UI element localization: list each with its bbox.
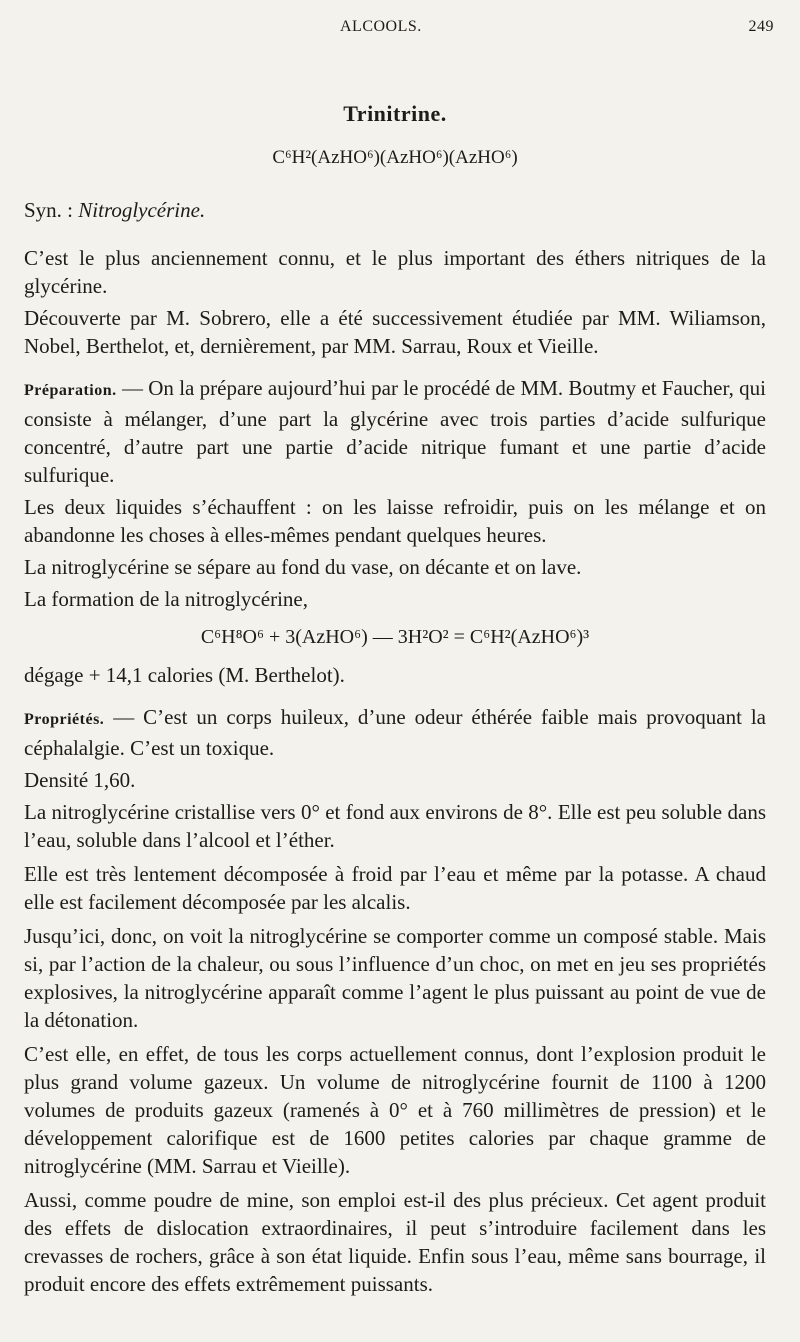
- paragraph-decomposition: Elle est très lentement décomposée à froid par l’eau et même par la potasse. A chaud elle est facilement décomposée par les alcalis.: [24, 862, 766, 914]
- properties-label: Propriétés.: [24, 711, 105, 728]
- synonym-line: [24, 196, 766, 224]
- paragraph-volume: C’est elle, en effet, de tous les corps actuellement connus, dont l’explosion produit le plus grand volume gazeux. Un volume de nitroglycérine fournit de 1100 à 1200 volumes de produits gazeux (ramenés à 0° et à 760 millimètres de pression) et le développement calorifique est de 1600 petites calories par chaque gramme de nitroglycérine (MM. Sarrau et Vieille).: [24, 1042, 766, 1178]
- paragraph-intro: C’est le plus anciennement connu, et le plus important des éthers nitriques de la glycérine.: [24, 246, 766, 298]
- page-number: 249: [748, 18, 774, 35]
- paragraph-preparation: [24, 374, 766, 489]
- body-text: [24, 100, 766, 1302]
- paragraph-calories: dégage + 14,1 calories (M. Berthelot).: [24, 663, 345, 687]
- paragraph-properties: [24, 703, 766, 762]
- running-head-title: ALCOOLS.: [340, 18, 422, 35]
- properties-text: — C’est un corps huileux, d’une odeur éthérée faible mais provoquant la céphalalgie. C’est un toxique.: [24, 705, 766, 760]
- synonym-prefix: Syn. :: [24, 198, 79, 222]
- chemical-formula: C⁶H²(AzHO⁶)(AzHO⁶)(AzHO⁶): [272, 147, 518, 168]
- section-heading: Trinitrine.: [343, 101, 447, 126]
- paragraph-discovery: Découverte par M. Sobrero, elle a été successivement étudiée par MM. Wiliamson, Nobel, Berthelot, et, dernièrement, par MM. Sarrau, Roux et Vieille.: [24, 306, 766, 358]
- paragraph-crystallisation: La nitroglycérine cristallise vers 0° et fond aux environs de 8°. Elle est peu soluble dans l’eau, soluble dans l’alcool et l’éther.: [24, 800, 766, 852]
- paragraph-mining: Aussi, comme poudre de mine, son emploi est-il des plus précieux. Cet agent produit des effets de dislocation extraordinaires, il peut s’introduire facilement dans les crevasses de rochers, grâce à son état liquide. Enfin sous l’eau, même sans bourrage, il produit encore des effets extrêmement puissants.: [24, 1188, 766, 1296]
- synonym-name: Nitroglycérine.: [78, 198, 206, 222]
- paragraph-formation: La formation de la nitroglycérine,: [24, 587, 308, 611]
- paragraph-separation: La nitroglycérine se sépare au fond du vase, on décante et on lave.: [24, 555, 582, 579]
- preparation-label: Préparation.: [24, 382, 117, 399]
- paragraph-density: Densité 1,60.: [24, 768, 136, 792]
- paragraph-liquids: Les deux liquides s’échauffent : on les laisse refroidir, puis on les mélange et on abandonne les choses à elles-mêmes pendant quelques heures.: [24, 495, 766, 547]
- preparation-text: — On la prépare aujourd’hui par le procédé de MM. Boutmy et Faucher, qui consiste à mélanger, d’une part la glycérine avec trois parties d’acide sulfurique concentré, d’autre part une partie d’acide nitrique fumant et une partie d’acide sulfurique.: [24, 376, 766, 487]
- paragraph-explosive: Jusqu’ici, donc, on voit la nitroglycérine se comporter comme un composé stable. Mais si, par l’action de la chaleur, ou sous l’influence d’un choc, on met en jeu ses propriétés explosives, la nitroglycérine apparaît comme l’agent le plus puissant au point de vue de la détonation.: [24, 924, 766, 1032]
- running-head: [0, 18, 800, 40]
- reaction-equation: C⁶H⁸O⁶ + 3(AzHO⁶) — 3H²O² = C⁶H²(AzHO⁶)³: [200, 626, 590, 648]
